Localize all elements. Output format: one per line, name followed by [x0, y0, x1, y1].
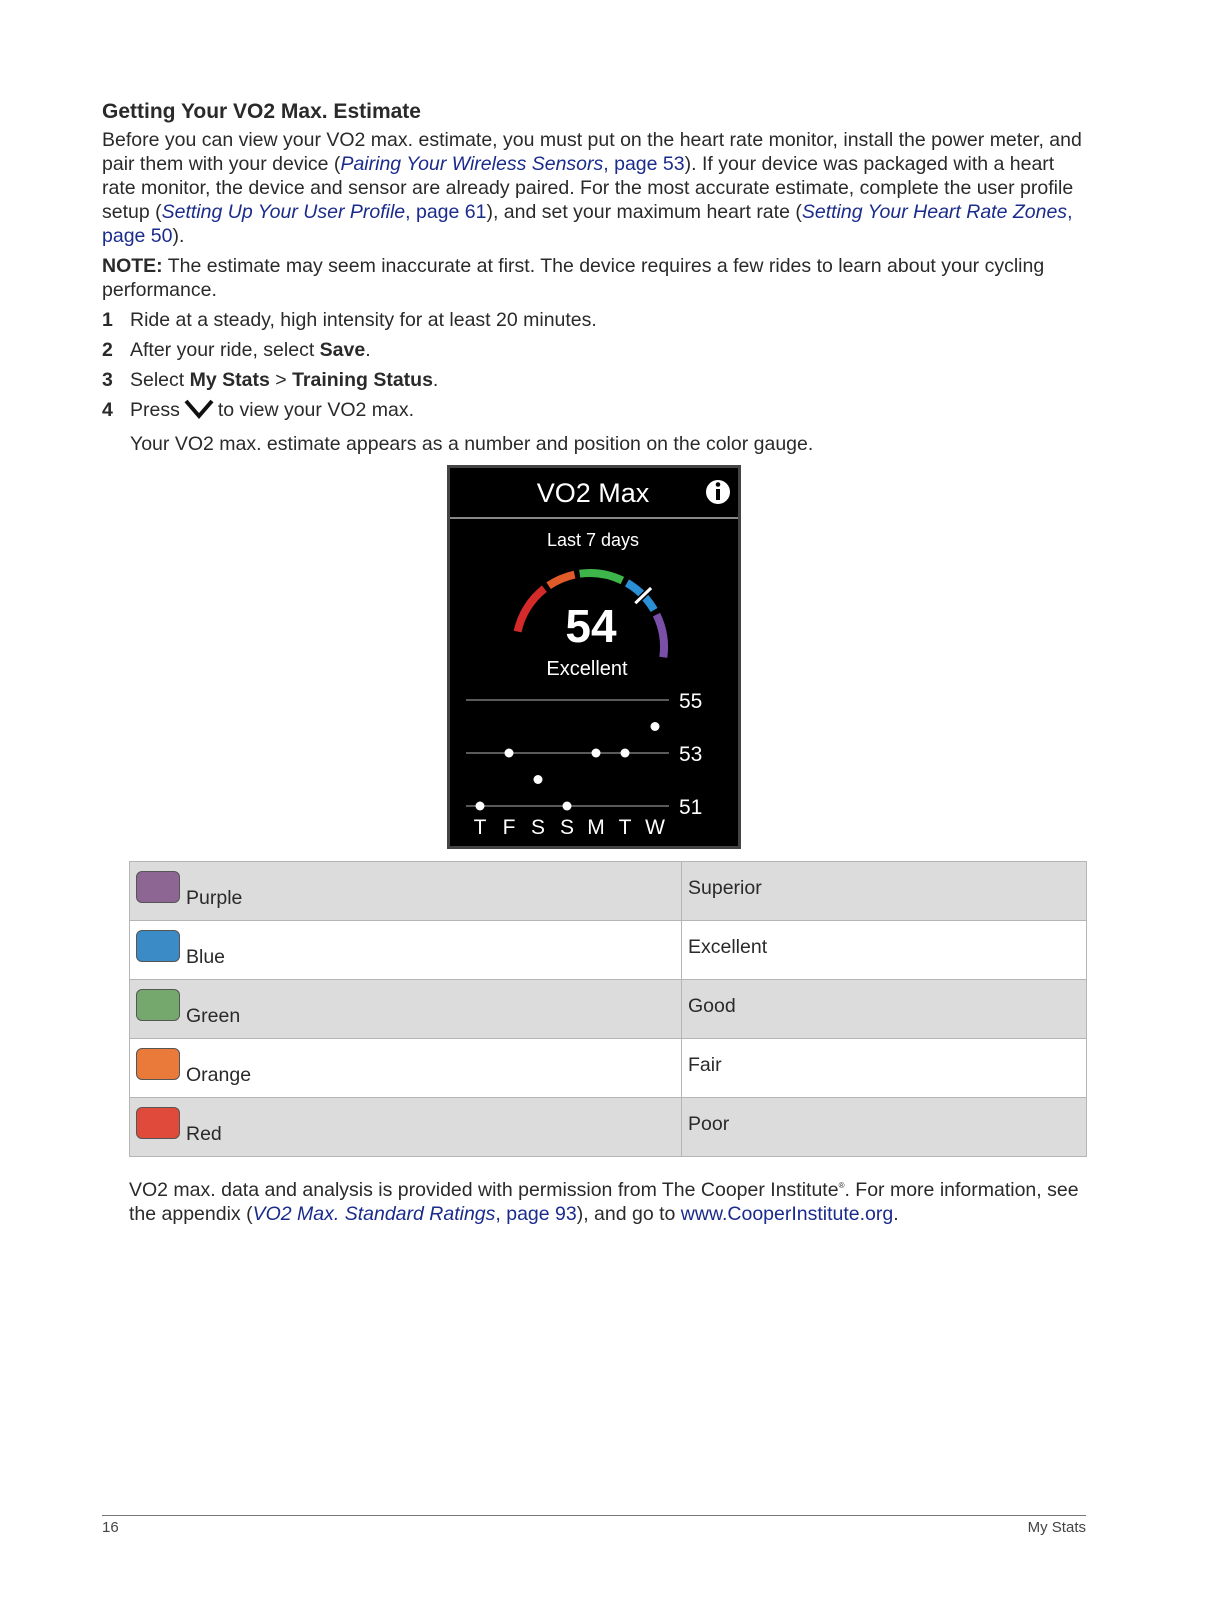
chart-point	[592, 749, 601, 758]
device-screen	[447, 465, 741, 849]
step-2: 2 After your ride, select Save.	[102, 339, 371, 361]
color-rating: Good	[688, 995, 736, 1017]
footer-section-name: My Stats	[1027, 1519, 1086, 1536]
chart-point	[563, 802, 572, 811]
chart-point	[505, 749, 514, 758]
color-swatch	[136, 930, 180, 962]
chart-x-tick-label: S	[559, 816, 575, 839]
step-result: Your VO2 max. estimate appears as a number and position on the color gauge.	[130, 433, 814, 455]
link-heart-rate-zones[interactable]: Setting Your Heart Rate Zones, page 50	[102, 201, 1073, 247]
chart-x-tick-label: F	[502, 816, 516, 839]
link-pairing-sensors[interactable]: Pairing Your Wireless Sensors, page 53	[340, 153, 685, 175]
device-screen-svg	[447, 465, 741, 849]
section-title: Getting Your VO2 Max. Estimate	[102, 100, 421, 123]
color-rating: Excellent	[688, 936, 768, 958]
note-paragraph: NOTE: The estimate may seem inaccurate at first. The device requires a few rides to learn about your cycling performance.	[102, 255, 1045, 301]
color-swatch	[136, 1107, 180, 1139]
color-swatch	[136, 989, 180, 1021]
color-swatch	[136, 1048, 180, 1080]
color-name: Orange	[186, 1064, 252, 1086]
chart-x-tick-label: T	[473, 816, 487, 839]
color-name: Red	[186, 1123, 222, 1145]
chart-point	[651, 722, 660, 731]
chart-point	[621, 749, 630, 758]
color-rating: Superior	[688, 877, 762, 899]
color-table-row	[130, 862, 1087, 921]
color-rating: Fair	[688, 1054, 722, 1076]
info-icon[interactable]	[706, 480, 730, 504]
page-content	[102, 100, 1092, 456]
color-rating-table	[129, 861, 1087, 1157]
vo2-value: 54	[565, 600, 617, 652]
link-cooper-institute[interactable]: www.CooperInstitute.org	[680, 1203, 894, 1225]
chart-y-tick-label: 55	[679, 690, 703, 713]
color-swatch	[136, 871, 180, 903]
steps-list	[102, 308, 1092, 426]
chart-x-tick-label: M	[587, 816, 605, 839]
color-name: Purple	[186, 887, 243, 909]
chart-x-tick-label: W	[645, 816, 665, 839]
color-rating: Poor	[688, 1113, 730, 1135]
link-user-profile[interactable]: Setting Up Your User Profile, page 61	[161, 201, 487, 223]
intro-paragraph: Before you can view your VO2 max. estimate, you must put on the heart rate monitor, install the power meter, and pair them with your device (Pairing Your Wireless Sensors, page 53). If your device was packaged with a heart rate monitor, the device and sensor are already paired. For the most accurate estimate, complete the user profile setup (Setting Up Your User Profile, page 61), and set your maximum heart rate (Setting Your Heart Rate Zones, page 50).	[102, 129, 1082, 247]
footnote: VO2 max. data and analysis is provided with permission from The Cooper Institute®. For more information, see the appendix (VO2 Max. Standard Ratings, page 93), and go to www.CooperInstitute.org.	[129, 1179, 1079, 1225]
chart-point	[476, 802, 485, 811]
step-4: 4 Press to view your VO2 max.	[102, 398, 1092, 426]
color-name: Blue	[186, 946, 226, 968]
chevron-down-icon	[183, 398, 215, 426]
page-number: 16	[102, 1519, 119, 1536]
step-3: 3 Select My Stats > Training Status.	[102, 369, 439, 391]
page-footer	[102, 1515, 1086, 1536]
chart-x-tick-label: T	[618, 816, 632, 839]
vo2-rating: Excellent	[546, 658, 628, 680]
color-table-row	[130, 1098, 1087, 1157]
chart-y-tick-label: 53	[679, 743, 703, 766]
chart-x-tick-label: S	[530, 816, 546, 839]
device-title: VO2 Max	[536, 478, 650, 508]
chart-point	[534, 775, 543, 784]
link-vo2-standard-ratings[interactable]: VO2 Max. Standard Ratings, page 93	[252, 1203, 577, 1225]
device-subtitle: Last 7 days	[546, 530, 640, 550]
color-table-row	[130, 1039, 1087, 1098]
color-name: Green	[186, 1005, 241, 1027]
chart-y-tick-label: 51	[679, 796, 703, 819]
color-table-row	[130, 980, 1087, 1039]
color-table-row	[130, 921, 1087, 980]
step-1: 1 Ride at a steady, high intensity for at least 20 minutes.	[102, 309, 597, 331]
